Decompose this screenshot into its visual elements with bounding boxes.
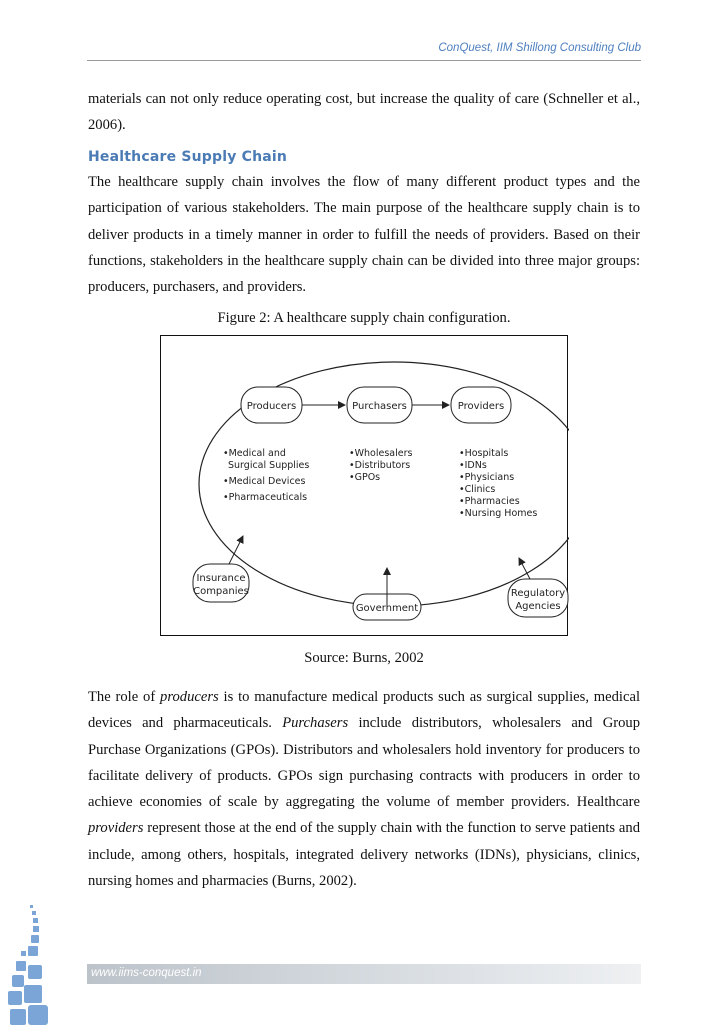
svg-text:Purchasers: Purchasers — [352, 401, 407, 412]
header-divider — [87, 60, 641, 61]
decorative-squares — [0, 905, 60, 1030]
purchasers-node — [347, 387, 412, 423]
svg-text:Companies: Companies — [193, 586, 249, 597]
svg-text:•Nursing Homes: •Nursing Homes — [459, 508, 538, 519]
svg-text:•IDNs: •IDNs — [459, 460, 487, 471]
purchaser-items — [349, 448, 412, 483]
svg-text:Providers: Providers — [457, 401, 505, 412]
svg-text:•Clinics: •Clinics — [459, 484, 496, 495]
supply-chain-diagram — [161, 336, 569, 637]
figure-source: Source: Burns, 2002 — [304, 650, 424, 666]
svg-text:•Medical Devices: •Medical Devices — [223, 476, 306, 487]
insurance-node — [193, 564, 249, 602]
svg-text:Agencies: Agencies — [515, 601, 561, 612]
purchasers-term: Purchasers — [282, 715, 349, 732]
providers-node — [451, 387, 511, 423]
svg-text:Insurance: Insurance — [196, 573, 246, 584]
svg-text:•Pharmacies: •Pharmacies — [459, 496, 520, 507]
svg-text:Producers: Producers — [246, 401, 297, 412]
svg-text:•Pharmaceuticals: •Pharmaceuticals — [223, 492, 308, 503]
svg-text:•Hospitals: •Hospitals — [459, 448, 509, 459]
footer-url[interactable]: www.iims-conquest.in — [91, 967, 202, 979]
running-header: ConQuest, IIM Shillong Consulting Club — [438, 42, 641, 54]
svg-text:Government: Government — [355, 603, 419, 614]
footer-bar — [87, 964, 641, 984]
svg-text:Regulatory: Regulatory — [510, 588, 566, 599]
svg-text:•GPOs: •GPOs — [349, 472, 381, 483]
figure-caption: Figure 2: A healthcare supply chain configuration. — [217, 310, 511, 326]
producers-node — [241, 387, 302, 423]
supply-chain-figure — [160, 335, 568, 636]
producers-term: producers — [160, 689, 219, 705]
paragraph-supply-chain: The healthcare supply chain involves the flow of many different product types and the participation of various stakeholders. The main purpose of the healthcare supply chain is to deliver products in a timely manner in order to fulfill the needs of providers. Based on their functions, stakeholders in the healthcare supply chain can be divided into three major groups: producers, purchasers, and providers. — [88, 174, 640, 296]
svg-text:•Physicians: •Physicians — [459, 472, 515, 483]
svg-text:Surgical Supplies: Surgical Supplies — [228, 460, 310, 471]
arrow-regulatory — [519, 558, 530, 579]
producer-items — [223, 448, 309, 503]
regulatory-node — [508, 579, 568, 617]
svg-text:•Wholesalers: •Wholesalers — [349, 448, 413, 459]
providers-term: providers — [88, 820, 144, 837]
provider-items — [459, 448, 537, 519]
section-heading: Healthcare Supply Chain — [88, 149, 288, 165]
paragraph-roles: The role of producers is to manufacture medical products such as surgical supplies, medical devices and pharmaceuticals. Purchasers include distributors, wholesalers and Group Purchase Organizations (GPOs). Distributors and wholesalers hold inventory for producers to facilitate delivery of products. GPOs sign purchasing contracts with producers in order to achieve economies of scale by aggregating the volume of member providers. Healthcare providers represent those at the end of the supply chain with the function to serve patients and include, among others, hospitals, integrated delivery networks (IDNs), physicians, clinics, nursing homes and pharmacies (Burns, 2002). — [88, 689, 640, 890]
paragraph-intro: materials can not only reduce operating cost, but increase the quality of care (Schneller et al., 2006). — [88, 91, 640, 134]
svg-text:•Distributors: •Distributors — [349, 460, 411, 471]
svg-text:•Medical and: •Medical and — [223, 448, 286, 459]
